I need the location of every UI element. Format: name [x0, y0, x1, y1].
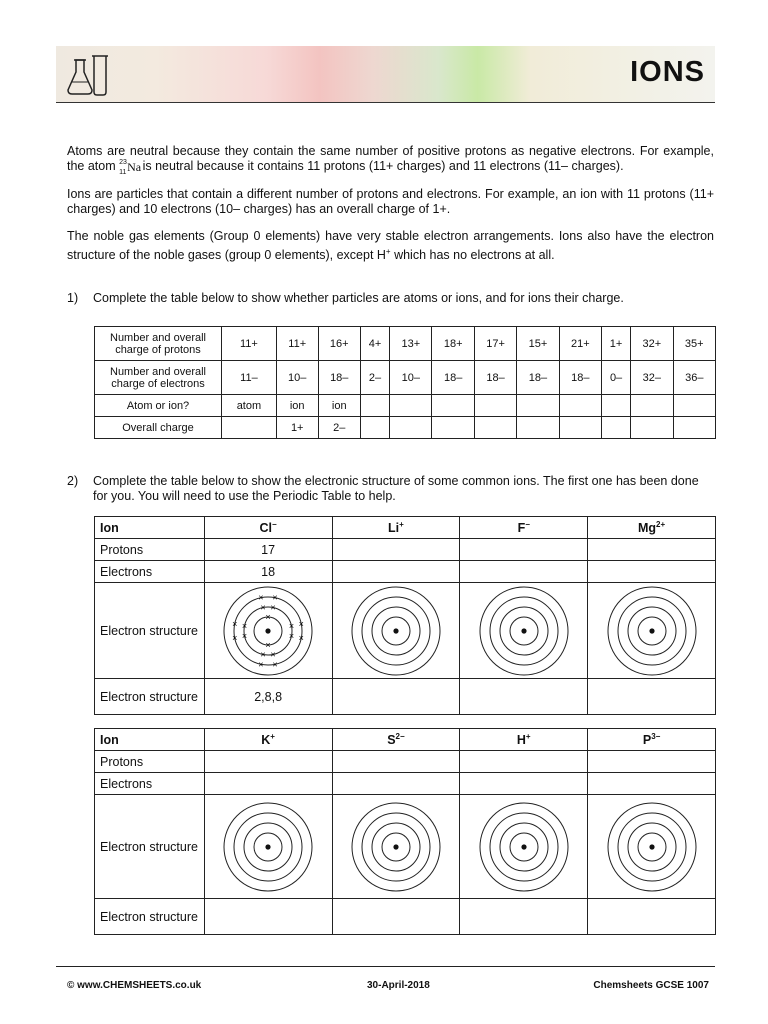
question-text: Complete the table below to show whether particles are atoms or ions, and for ions their charge. — [93, 291, 624, 305]
intro-paragraph-3: The noble gas elements (Group 0 elements) have very stable electron arrangements. Ions also have the electron structure of the noble gases (group 0 elements), except H+ which has no electrons at all. — [67, 229, 714, 263]
row-label: Ion — [95, 729, 205, 751]
answer-cell-electrons: 36– — [673, 361, 715, 395]
answer-cell-protons[interactable] — [460, 539, 588, 561]
answer-cell-atom-or-ion[interactable] — [559, 395, 601, 417]
electron-shell-diagram[interactable] — [222, 801, 314, 893]
answer-cell-charge[interactable] — [559, 417, 601, 439]
answer-cell-atom-or-ion[interactable]: ion — [318, 395, 360, 417]
electron-diagram-cell[interactable] — [332, 795, 460, 899]
row-label: Electrons — [95, 773, 205, 795]
answer-cell-charge[interactable] — [474, 417, 516, 439]
header-banner — [56, 46, 715, 103]
nucleus — [266, 628, 271, 633]
row-label: Number and overall charge of protons — [95, 327, 222, 361]
electron-mark: × — [260, 602, 266, 613]
atom-ion-table — [94, 326, 716, 439]
nucleus — [521, 628, 526, 633]
answer-cell-atom-or-ion[interactable] — [601, 395, 630, 417]
intro-text: is neutral because it contains 11 protons (11+ charges) and 11 electrons (11– charges). — [139, 159, 624, 173]
electron-shell-diagram[interactable] — [350, 585, 442, 677]
answer-cell-structure[interactable] — [332, 899, 460, 935]
table-row — [95, 561, 716, 583]
ion-symbol: $S^{2-}$ — [332, 729, 460, 751]
answer-cell-protons[interactable] — [460, 751, 588, 773]
answer-cell-electrons[interactable] — [588, 561, 716, 583]
electron-mark: × — [288, 630, 295, 641]
table-row — [95, 795, 716, 899]
answer-cell-charge[interactable] — [673, 417, 715, 439]
electron-diagram-cell[interactable] — [204, 795, 332, 899]
ion-symbol: F− — [460, 517, 588, 539]
table-row — [95, 751, 716, 773]
table-row — [95, 899, 716, 935]
footer-website: © www.CHEMSHEETS.co.uk — [67, 980, 202, 991]
isotope-notation: 23 11 Na — [119, 159, 142, 176]
answer-cell-electrons[interactable] — [588, 773, 716, 795]
ion-symbol: K+ — [204, 729, 332, 751]
answer-cell-protons: 11+ — [276, 327, 318, 361]
ion-symbol: Li+ — [332, 517, 460, 539]
row-label: Atom or ion? — [95, 395, 222, 417]
electron-mark: × — [298, 618, 305, 629]
table-row — [95, 517, 716, 539]
answer-cell-atom-or-ion[interactable] — [432, 395, 474, 417]
nucleus — [393, 628, 398, 633]
answer-cell-charge[interactable] — [631, 417, 673, 439]
answer-cell-atom-or-ion[interactable]: ion — [276, 395, 318, 417]
question-number: 2) — [67, 474, 79, 488]
answer-cell-electrons: 0– — [601, 361, 630, 395]
answer-cell-electrons: 18– — [432, 361, 474, 395]
row-label: Electrons — [95, 561, 205, 583]
answer-cell-protons: 35+ — [673, 327, 715, 361]
answer-cell-charge[interactable] — [432, 417, 474, 439]
electron-mark: × — [258, 592, 264, 603]
answer-cell-structure[interactable] — [588, 899, 716, 935]
electron-mark: × — [298, 632, 305, 643]
answer-cell-protons: 13+ — [390, 327, 432, 361]
answer-cell-atom-or-ion[interactable] — [517, 395, 559, 417]
electron-shell-diagram — [222, 585, 314, 677]
nucleus — [393, 844, 398, 849]
row-label: Number and overall charge of electrons — [95, 361, 222, 395]
answer-cell-protons: 32+ — [631, 327, 673, 361]
answer-cell-protons: 18+ — [432, 327, 474, 361]
ion-symbol: H+ — [460, 729, 588, 751]
electron-shell-diagram[interactable] — [350, 801, 442, 893]
ion-structure-table-b — [94, 728, 716, 935]
nucleus — [649, 628, 654, 633]
question-text: Complete the table below to show the electronic structure of some common ions. The first one has been done for you. You will need to use the Periodic Table to help. — [93, 474, 699, 503]
lab-glassware-icon — [62, 52, 118, 98]
answer-cell-atom-or-ion[interactable] — [360, 395, 389, 417]
electron-mark: × — [265, 639, 271, 650]
ion-structure-table-a — [94, 516, 716, 715]
answer-cell-charge[interactable] — [360, 417, 389, 439]
answer-cell-atom-or-ion[interactable] — [390, 395, 432, 417]
answer-cell-electrons[interactable]: 18 — [204, 561, 332, 583]
answer-cell-protons[interactable] — [332, 751, 460, 773]
electron-diagram-cell[interactable] — [460, 795, 588, 899]
electron-mark: × — [232, 618, 238, 629]
answer-cell-electrons: 18– — [474, 361, 516, 395]
answer-cell-protons: 1+ — [601, 327, 630, 361]
intro-paragraph-2: Ions are particles that contain a different number of protons and electrons. For example, an ion with 11 protons (11+ charges) and 10 electrons (10– charges) has an overall charge of 1+. — [67, 187, 714, 216]
table-row — [95, 679, 716, 715]
electron-shell-diagram[interactable] — [478, 801, 570, 893]
answer-cell-structure[interactable] — [204, 899, 332, 935]
electron-mark: × — [270, 602, 276, 613]
answer-cell-electrons: 2– — [360, 361, 389, 395]
answer-cell-electrons: 18– — [318, 361, 360, 395]
answer-cell-electrons[interactable] — [332, 561, 460, 583]
answer-cell-electrons[interactable] — [460, 773, 588, 795]
answer-cell-atom-or-ion[interactable] — [673, 395, 715, 417]
electron-mark: × — [258, 658, 264, 669]
electron-mark: × — [242, 630, 248, 641]
answer-cell-protons[interactable]: 17 — [204, 539, 332, 561]
answer-cell-electrons: 32– — [631, 361, 673, 395]
electron-mark: × — [272, 658, 278, 669]
answer-cell-electrons[interactable] — [332, 773, 460, 795]
electron-diagram-cell[interactable] — [588, 583, 716, 679]
answer-cell-charge[interactable]: 2– — [318, 417, 360, 439]
footer-date: 30-April-2018 — [367, 980, 430, 991]
answer-cell-protons: 15+ — [517, 327, 559, 361]
answer-cell-structure[interactable]: 2,8,8 — [204, 679, 332, 715]
table-row — [95, 773, 716, 795]
nucleus — [649, 844, 654, 849]
electron-diagram-cell[interactable] — [332, 583, 460, 679]
ion-symbol: $Mg^{2+}$ — [588, 517, 716, 539]
intro-paragraph-1 — [67, 144, 714, 174]
row-label: Electron structure — [95, 795, 205, 899]
ion-symbol: Cl− — [204, 517, 332, 539]
page-title: IONS — [630, 56, 705, 88]
electron-shell-diagram[interactable] — [606, 801, 698, 893]
answer-cell-atom-or-ion[interactable] — [474, 395, 516, 417]
answer-cell-protons[interactable] — [588, 539, 716, 561]
answer-cell-electrons[interactable] — [460, 561, 588, 583]
answer-cell-electrons: 10– — [390, 361, 432, 395]
electron-mark: × — [270, 648, 276, 659]
table-row — [95, 583, 716, 679]
answer-cell-atom-or-ion[interactable]: atom — [222, 395, 277, 417]
footer-reference: Chemsheets GCSE 1007 — [593, 980, 709, 991]
answer-cell-protons[interactable] — [204, 751, 332, 773]
answer-cell-structure[interactable] — [460, 899, 588, 935]
answer-cell-protons[interactable] — [588, 751, 716, 773]
row-label: Electron structure — [95, 899, 205, 935]
answer-cell-charge[interactable] — [517, 417, 559, 439]
answer-cell-electrons: 18– — [517, 361, 559, 395]
electron-mark: × — [288, 620, 295, 631]
nucleus — [521, 844, 526, 849]
answer-cell-protons[interactable] — [332, 539, 460, 561]
answer-cell-electrons[interactable] — [204, 773, 332, 795]
row-label: Protons — [95, 539, 205, 561]
electron-diagram-cell[interactable] — [460, 583, 588, 679]
answer-cell-electrons: 10– — [276, 361, 318, 395]
table-row — [95, 539, 716, 561]
answer-cell-charge[interactable] — [601, 417, 630, 439]
row-label: Overall charge — [95, 417, 222, 439]
intro-text: Atoms are neutral because they contain the same number of positive protons as negative electrons. For example, the atom — [67, 144, 714, 173]
answer-cell-structure[interactable] — [332, 679, 460, 715]
question-number: 1) — [67, 291, 79, 305]
row-label: Protons — [95, 751, 205, 773]
electron-mark: × — [272, 592, 278, 603]
ion-symbol: $P^{3-}$ — [588, 729, 716, 751]
answer-cell-atom-or-ion[interactable] — [631, 395, 673, 417]
row-label: Ion — [95, 517, 205, 539]
answer-cell-protons: 4+ — [360, 327, 389, 361]
electron-mark: × — [242, 620, 248, 631]
electron-shell-diagram[interactable] — [606, 585, 698, 677]
answer-cell-protons: 11+ — [222, 327, 277, 361]
answer-cell-electrons: 18– — [559, 361, 601, 395]
answer-cell-protons: 17+ — [474, 327, 516, 361]
footer-divider — [56, 966, 715, 967]
answer-cell-structure[interactable] — [460, 679, 588, 715]
electron-mark: × — [260, 648, 266, 659]
answer-cell-charge[interactable] — [222, 417, 277, 439]
answer-cell-electrons: 11– — [222, 361, 277, 395]
answer-cell-protons: 16+ — [318, 327, 360, 361]
answer-cell-charge[interactable]: 1+ — [276, 417, 318, 439]
row-label: Electron structure — [95, 583, 205, 679]
answer-cell-structure[interactable] — [588, 679, 716, 715]
row-label: Electron structure — [95, 679, 205, 715]
electron-diagram-cell[interactable] — [204, 583, 332, 679]
answer-cell-charge[interactable] — [390, 417, 432, 439]
nucleus — [266, 844, 271, 849]
electron-diagram-cell[interactable] — [588, 795, 716, 899]
answer-cell-protons: 21+ — [559, 327, 601, 361]
electron-mark: × — [265, 611, 271, 622]
electron-mark: × — [232, 632, 238, 643]
table-row — [95, 729, 716, 751]
electron-shell-diagram[interactable] — [478, 585, 570, 677]
